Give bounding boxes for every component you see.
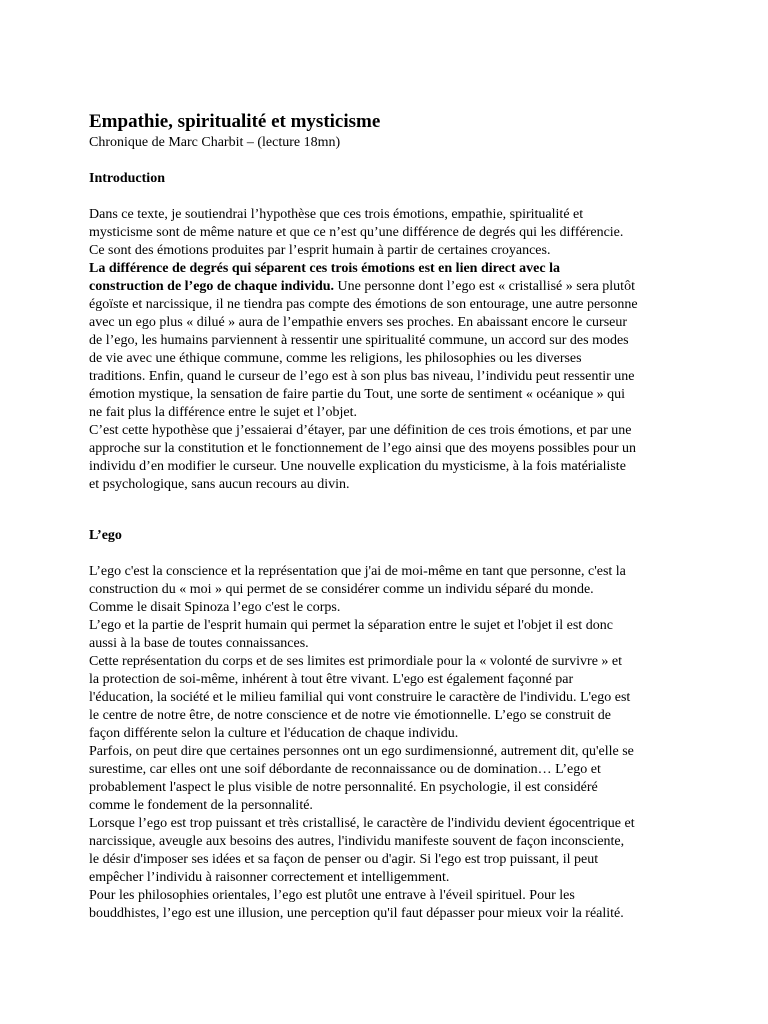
text-line: égoïste et narcissique, il ne tiendra pas compte des émotions de son entourage, une autre personne <box>89 297 638 312</box>
text-line: de l’ego, les humains parviennent à ressentir une spiritualité commune, un accord sur des modes <box>89 333 629 348</box>
text-line: empêcher l’individu à raisonner correctement et intelligemment. <box>89 870 450 885</box>
text-line: l'éducation, la société et le milieu familial qui vont construire le caractère de l'individu. L'ego est <box>89 690 631 705</box>
text-span: Une personne dont l’ego est « cristallisé » sera plutôt <box>334 279 635 294</box>
text-line: émotion mystique, la sensation de faire partie du Tout, une sorte de sentiment « océanique » qui <box>89 387 626 402</box>
bold-text-span: construction de l’ego de chaque individu. <box>89 279 335 294</box>
text-line: probablement l'aspect le plus visible de notre personnalité. En psychologie, il est considéré <box>89 780 598 795</box>
text-line: façon différente selon la culture et l'éducation de chaque individu. <box>89 726 459 741</box>
document-page <box>89 110 689 923</box>
text-line: Ce sont des émotions produites par l’esprit humain à partir de certaines croyances. <box>89 243 551 258</box>
text-line: le désir d'imposer ses idées et sa façon de penser ou d'agir. Si l'ego est trop puissant, il peut <box>89 852 599 867</box>
section-heading-introduction: Introduction <box>89 171 165 186</box>
text-line: le centre de notre être, de notre conscience et de notre vie émotionnelle. L’ego se construit de <box>89 708 611 723</box>
text-line: de vie avec une éthique commune, comme les religions, les philosophies ou les diverses <box>89 351 582 366</box>
introduction-paragraph <box>89 206 689 494</box>
text-line: surestime, car elles ont une soif débordante de reconnaissance ou de domination… L’ego et <box>89 762 601 777</box>
text-line: Cette représentation du corps et de ses limites est primordiale pour la « volonté de survivre » et <box>89 654 623 669</box>
text-line: construction du « moi » qui permet de se considérer comme un individu séparé du monde. <box>89 582 594 597</box>
text-line: Lorsque l’ego est trop puissant et très cristallisé, le caractère de l'individu devient égocentrique et <box>89 816 635 831</box>
text-line: C’est cette hypothèse que j’essaierai d’étayer, par une définition de ces trois émotions, et par une <box>89 423 632 438</box>
text-line: narcissique, aveugle aux besoins des autres, l'individu manifeste souvent de façon inconsciente, <box>89 834 625 849</box>
mixed-text-line <box>89 278 689 296</box>
text-line: comme le fondement de la personnalité. <box>89 798 313 813</box>
text-line: la protection de soi-même, inhérent à tout être vivant. L'ego est également façonné par <box>89 672 574 687</box>
text-line: approche sur la constitution et le fonctionnement de l’ego ainsi que des moyens possibles pour un <box>89 441 637 456</box>
text-line: individu d’en modifier le curseur. Une nouvelle explication du mysticisme, à la fois matérialiste <box>89 459 626 474</box>
ego-paragraph <box>89 563 689 923</box>
text-line: L’ego et la partie de l'esprit humain qui permet la séparation entre le sujet et l'objet il est donc <box>89 618 613 633</box>
text-line: mysticisme sont de même nature et que ce n’est qu’une différence de degrés qui les différencie. <box>89 225 624 240</box>
bold-text-line: La différence de degrés qui séparent ces trois émotions est en lien direct avec la <box>89 261 560 276</box>
text-line: Comme le disait Spinoza l’ego c'est le corps. <box>89 600 341 615</box>
section-heading-ego: L’ego <box>89 528 122 543</box>
text-line: traditions. Enfin, quand le curseur de l’ego est à son plus bas niveau, l’individu peut ressentir une <box>89 369 635 384</box>
text-line: Parfois, on peut dire que certaines personnes ont un ego surdimensionné, autrement dit, qu'elle se <box>89 744 634 759</box>
document-title: Empathie, spiritualité et mysticisme <box>89 111 381 132</box>
text-line: et psychologique, sans aucun recours au divin. <box>89 477 350 492</box>
document-subtitle: Chronique de Marc Charbit – (lecture 18mn) <box>89 135 341 150</box>
text-line: Dans ce texte, je soutiendrai l’hypothèse que ces trois émotions, empathie, spiritualité et <box>89 207 584 222</box>
text-line: L’ego c'est la conscience et la représentation que j'ai de moi-même en tant que personne, c'est la <box>89 564 626 579</box>
text-line: avec un ego plus « dilué » aura de l’empathie envers ses proches. En abaissant encore le curseur <box>89 315 628 330</box>
text-line: Pour les philosophies orientales, l’ego est plutôt une entrave à l'éveil spirituel. Pour les <box>89 888 575 903</box>
text-line: aussi à la base de toutes connaissances. <box>89 636 309 651</box>
text-line: ne fait plus la différence entre le sujet et l’objet. <box>89 405 357 420</box>
text-line: bouddhistes, l’ego est une illusion, une perception qu'il faut dépasser pour mieux voir la réalité. <box>89 906 624 921</box>
